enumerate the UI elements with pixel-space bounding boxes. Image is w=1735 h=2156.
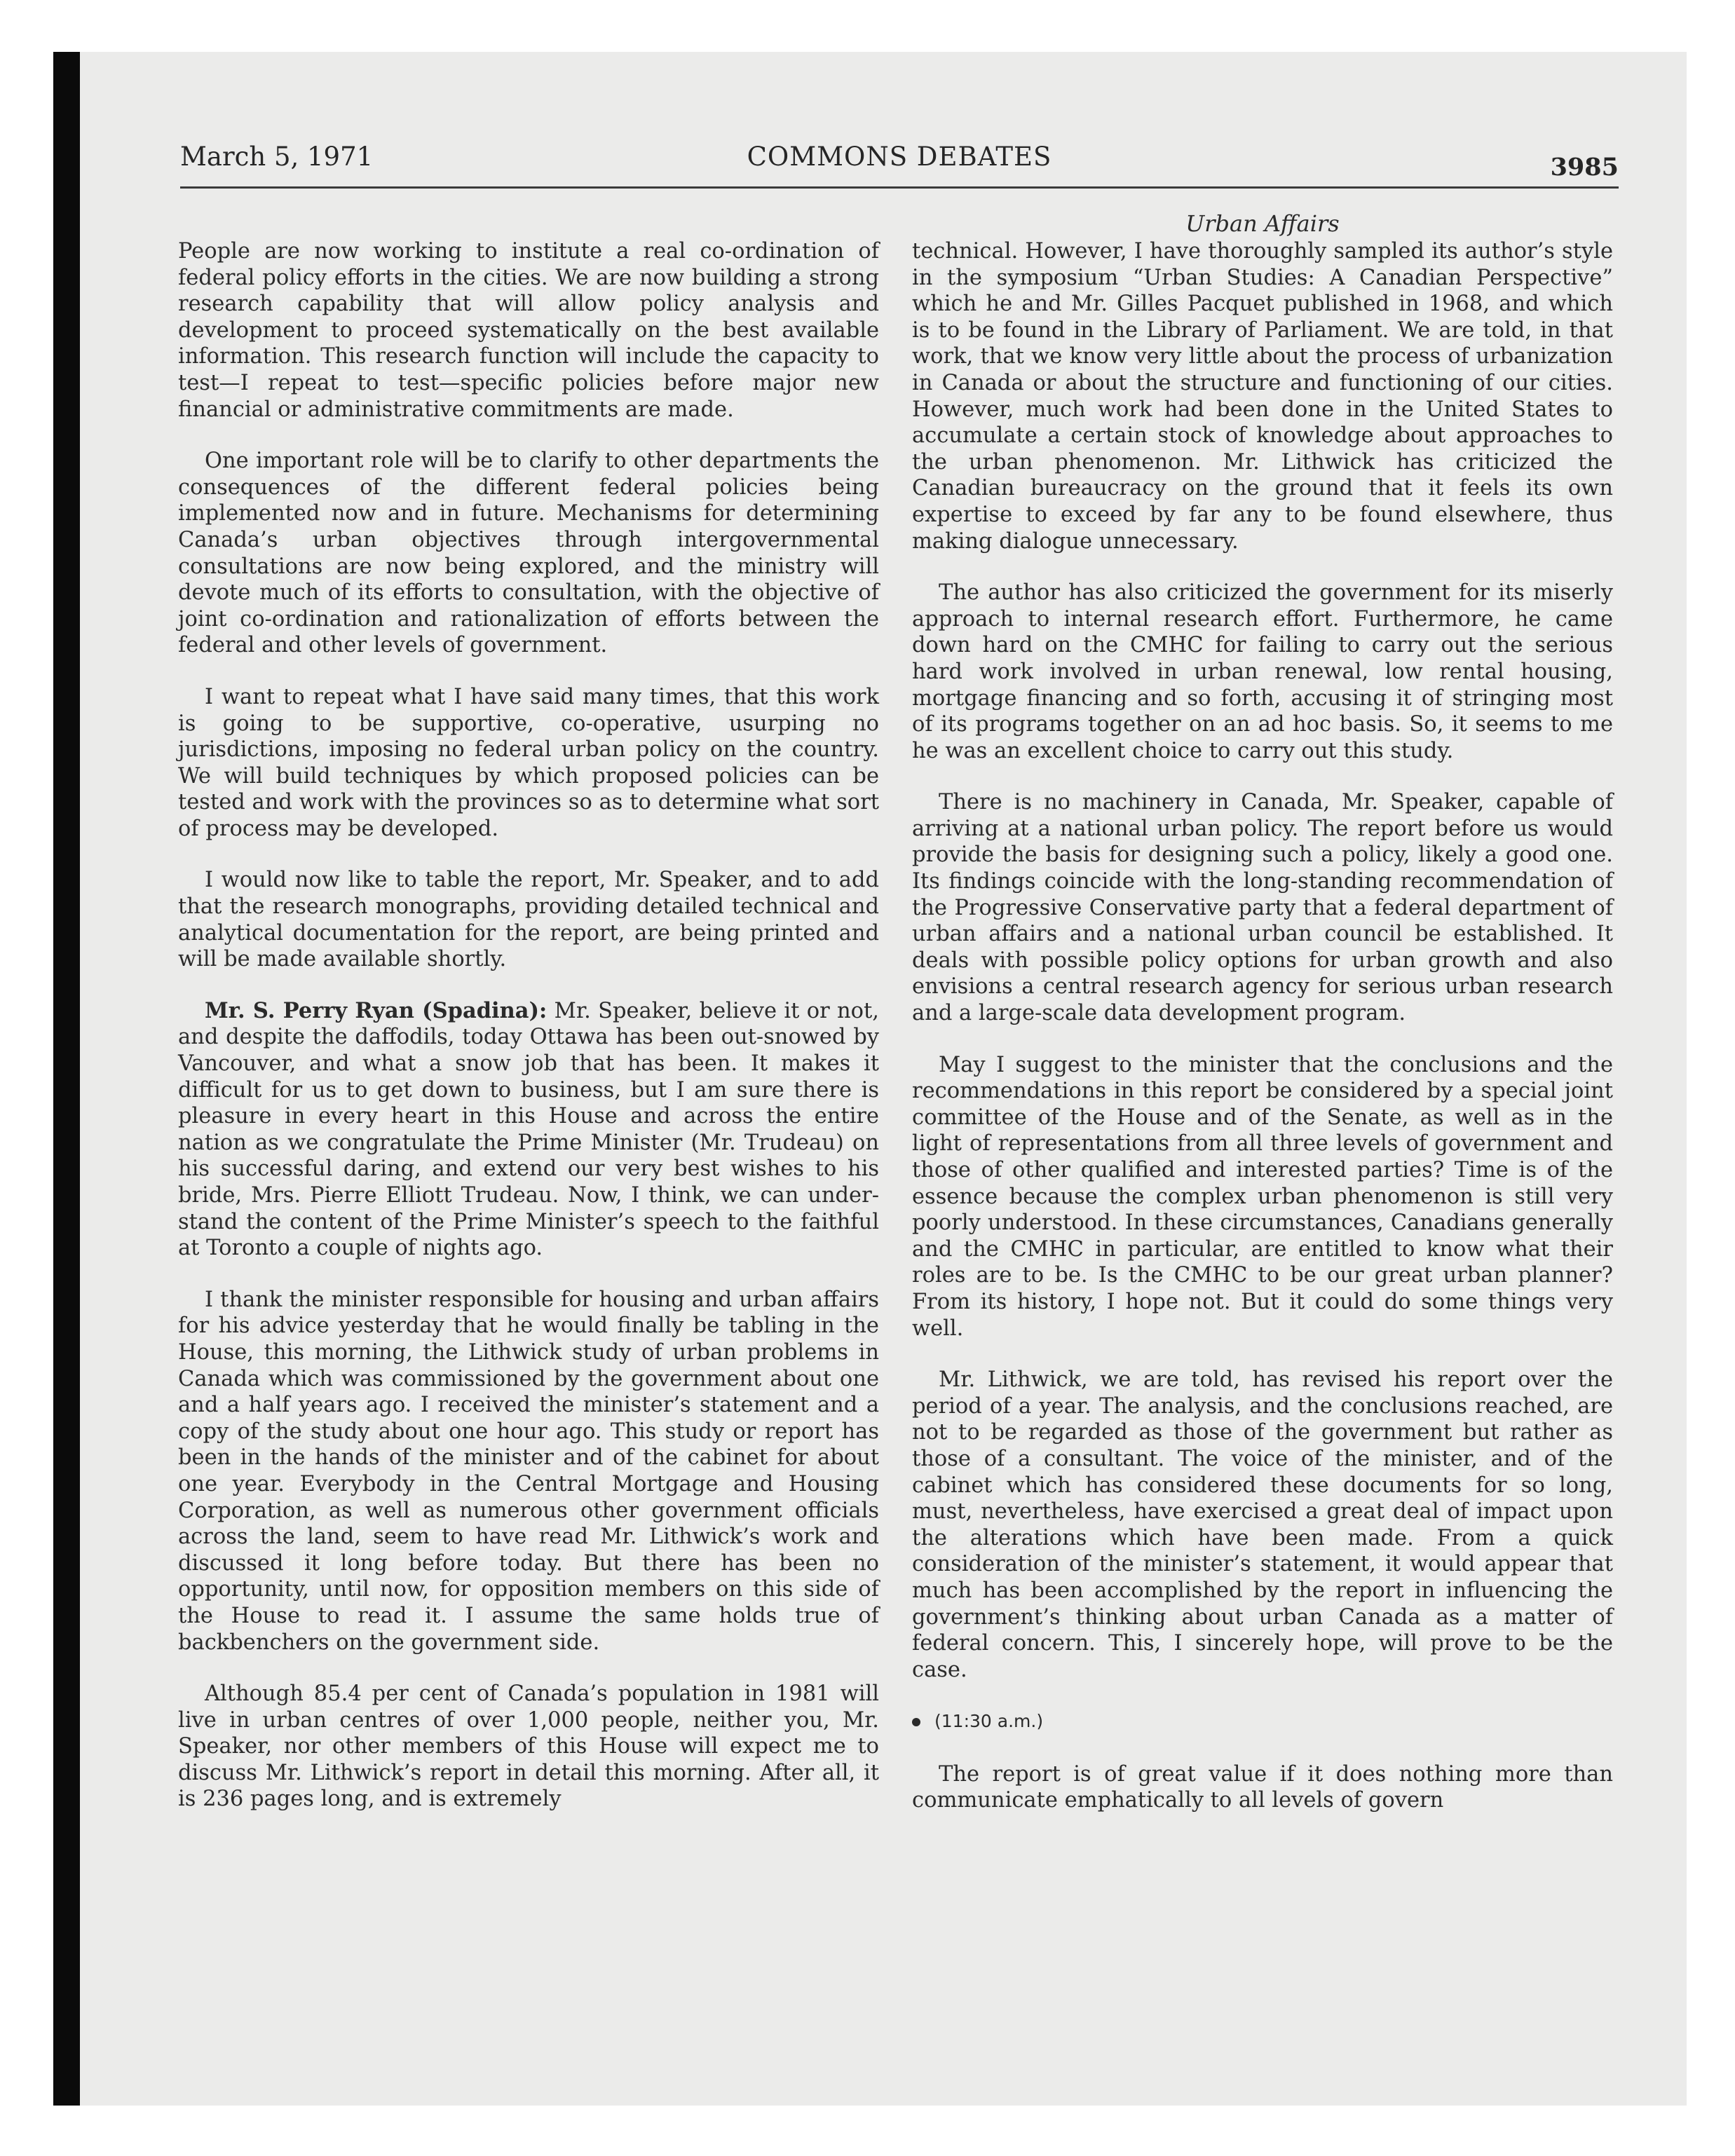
speaker-name: Mr. S. Perry Ryan (Spadina): bbox=[205, 997, 547, 1023]
section-heading: Urban Affairs bbox=[1185, 210, 1340, 237]
right-column bbox=[912, 238, 1613, 1839]
paragraph: There is no machinery in Canada, Mr. Speaker, capable of arriving at a national urban policy. The report before us would provide the basis for designing such a policy, likely a good one. Its findings coincide with the long-standing recommendation of the Progressive Conservative party that a federal department of urban affairs and a national urban council be established. It deals with possible policy options for urban growth and also envisions a central research agency for serious urban research and a large-scale data development program. bbox=[912, 790, 1613, 1026]
paragraph: The author has also criticized the government for its miserly approach to internal research effort. Furthermore, he came down hard on the CMHC for failing to carry out the serious hard work involved in urban renewal, low rental housing, mortgage financing and so forth, accusing it of stringing most of its programs together on an ad hoc basis. So, it seems to me he was an excellent choice to carry out this study. bbox=[912, 580, 1613, 763]
scan-spine-edge bbox=[53, 52, 80, 2106]
header-title: COMMONS DEBATES bbox=[747, 142, 1052, 172]
left-column bbox=[178, 238, 879, 1838]
paragraph: I thank the minister responsible for housing and urban affairs for his advice yesterday that he would finally be tabling in the House, this morning, the Lithwick study of urban problems in Canada which was commissioned by the government about one and a half years ago. I received the minister’s statement and a copy of the study about one hour ago. This study or report has been in the hands of the minister and of the cabinet for about one year. Everybody in the Central Mortgage and Housing Corporation, as well as numerous other government officials across the land, seem to have read Mr. Lithwick’s work and discussed it long before today. But there has been no opportunity, until now, for opposition members on this side of the House to read it. I assume the same holds true of backbenchers on the government side. bbox=[178, 1287, 879, 1655]
paragraph: Mr. Lithwick, we are told, has revised his report over the period of a year. The analysis, and the conclusions reached, are not to be regarded as those of the government but rather as those of a consultant. The voice of the minister, and of the cabinet which has considered these documents for so long, must, nevertheless, have exercised a great deal of impact upon the alterations which have been made. From a quick consideration of the minister’s statement, it would appear that much has been accomplished by the report in influencing the government’s thinking about urban Canada as a matter of federal concern. This, I sincerely hope, will prove to be the case. bbox=[912, 1367, 1613, 1682]
paragraph: Although 85.4 per cent of Canada’s population in 1981 will live in urban centres of over 1,000 people, neither you, Mr. Speaker, nor other members of this House will expect me to discuss Mr. Lithwick’s report in detail this morning. After all, it is 236 pages long, and is extremely bbox=[178, 1681, 879, 1812]
running-head bbox=[180, 142, 1619, 189]
paragraph: May I suggest to the minister that the conclusions and the recommendations in this report be considered by a special joint committee of the House and of the Senate, as well as in the light of representations from all three levels of government and those of other qualified and interested parties? Time is of the essence because the complex urban phenomenon is still very poorly understood. In these circumstances, Canadians generally and the CMHC in particular, are entitled to know what their roles are to be. Is the CMHC to be our great urban planner? From its history, I hope not. But it could do some things very well. bbox=[912, 1052, 1613, 1341]
paragraph: technical. However, I have thoroughly sampled its author’s style in the symposium “Urban Studies: A Canadian Perspective” which he and Mr. Gilles Pacquet published in 1968, and which is to be found in the Library of Parliament. We are told, in that work, that we know very little about the process of urbanization in Canada or about the structure and functioning of our cities. However, much work had been done in the United States to accumulate a certain stock of knowledge about approaches to the urban phenomenon. Mr. Lithwick has criticized the Canadian bureaucracy on the ground that it feels its own expertise to exceed by far any to be found elsewhere, thus making dialogue unnecessary. bbox=[912, 239, 1613, 554]
time-marker bbox=[912, 1708, 1613, 1735]
paragraph: I would now like to table the report, Mr. Speaker, and to add that the research monographs, providing detailed technical and analytical documentation for the report, are being printed and will be made available shortly. bbox=[178, 868, 879, 972]
paragraph: One important role will be to clarify to other departments the consequences of the different federal policies being implemented now and in future. Mechanisms for determining Canada’s urban objectives through intergovernmental consultations are now being explored, and the ministry will devote much of its efforts to consultation, with the objective of joint co-ordination and rationalization of efforts between the federal and other levels of government. bbox=[178, 449, 879, 658]
time-marker-text: (11:30 a.m.) bbox=[934, 1711, 1044, 1732]
page-number: 3985 bbox=[1550, 153, 1619, 182]
paragraph bbox=[178, 998, 879, 1262]
paragraph: I want to repeat what I have said many times, that this work is going to be supportive, co-operative, usurping no jurisdictions, imposing no federal urban policy on the country. We will build techniques by which proposed policies can be tested and work with the provinces so as to determine what sort of process may be developed. bbox=[178, 684, 879, 841]
paragraph: People are now working to institute a real co-ordination of federal policy efforts in the cities. We are now building a strong research capability that will allow policy analysis and development to proceed systematically on the best available information. This research function will include the capacity to test—I repeat to test—specific policies before major new financial or administrative commitments are made. bbox=[178, 239, 879, 422]
bullet-icon bbox=[912, 1718, 920, 1726]
speech-text: Mr. Speaker, believe it or not, and despite the daffodils, today Ottawa has been out-snowed by Vancouver, and what a snow job that has been. It makes it difficult for us to get down to business, but I am sure there is pleasure in every heart in this House and across the entire nation as we congratulate the Prime Minister (Mr. Trudeau) on his successful daring, and extend our very best wishes to his bride, Mrs. Pierre Elliott Trudeau. Now, I think, we can understand the content of the Prime Minister’s speech to the faithful at Toronto a couple of nights ago. bbox=[178, 998, 879, 1261]
paragraph: The report is of great value if it does nothing more than communicate emphatically to all levels of govern bbox=[912, 1761, 1613, 1813]
header-date: March 5, 1971 bbox=[180, 142, 374, 172]
